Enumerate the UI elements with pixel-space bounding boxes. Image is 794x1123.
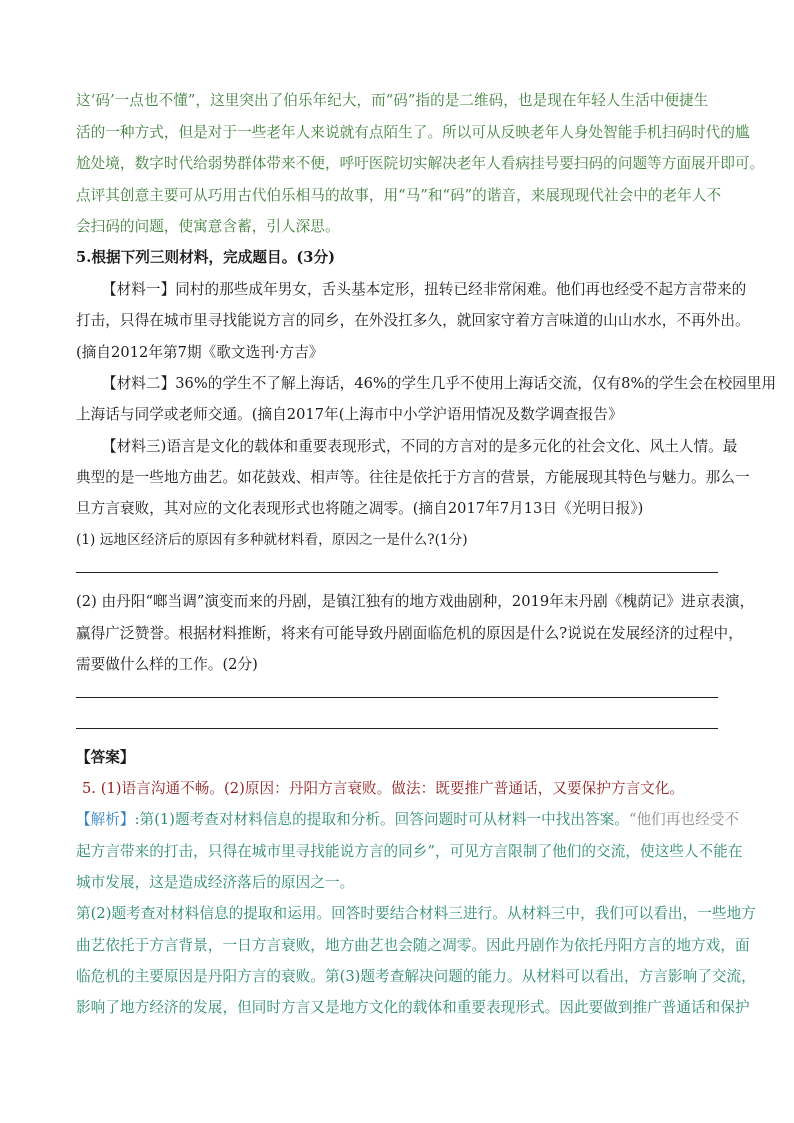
- analysis-line-3: 城市发展，这是造成经济落后的原因之一。: [76, 874, 355, 891]
- material-1-line-2: 打击，只得在城市里寻找能说方言的同乡，在外没扛多久，就回家守着方言味道的山山水水，不再外出。: [76, 312, 750, 329]
- analysis-line-5: 曲艺依托于方言背景，一日方言衰败，地方曲艺也会随之凋零。因此丹剧作为依托丹阳方言的地方戏，面: [76, 937, 750, 954]
- analysis-label: 【解析】: [76, 811, 135, 828]
- answer-line-1[interactable]: [76, 572, 718, 573]
- material-2-line-2: 上海话与同学或老师交通。(摘自2017年(上海市中小学沪语用情况及数学调查报告》: [76, 406, 623, 423]
- sub-question-1: (1) 远地区经济后的原因有多种就材料看，原因之一是什么?(1分): [76, 532, 468, 548]
- analysis-line-2: 起方言带来的打击，只得在城市里寻找能说方言的同乡”，可见方言限制了他们的交流，使这些人不能在: [76, 843, 743, 860]
- question-title: 5.根据下列三则材料，完成题目。(3分): [76, 249, 336, 266]
- material-3-line-3: 旦方言衰败，其对应的文化表现形式也将随之凋零。(摘自2017年7月13日《光明日报》): [76, 500, 644, 517]
- analysis-line-1-text: :第(1)题考查对材料信息的提取和分析。回答问题时可从材料一中找出答案。: [134, 811, 629, 828]
- sub-question-2-line-1: (2) 由丹阳“啷当调”演变而来的丹剧，是镇江独有的地方戏曲剧种，2019年末丹剧《槐荫记》进京表演，: [76, 593, 755, 610]
- answer-line-3[interactable]: [76, 728, 718, 729]
- analysis-line-4: 第(2)题考查对材料信息的提取和运用。回答时要结合材料三进行。从材料三中，我们可以看出，一些地方: [76, 905, 756, 922]
- analysis-line-7: 影响了地方经济的发展，但同时方言又是地方文化的载体和重要表现形式。因此要做到推广普通话和保护: [76, 999, 750, 1016]
- material-1-source: (摘自2012年第7期《歌文选刊·方吉》: [76, 344, 324, 361]
- answer-text: 5. (1)语言沟通不畅。(2)原因：丹阳方言衰败。做法：既要推广普通话，又要保护方言文化。: [82, 780, 685, 797]
- answer-heading: 【答案】: [76, 749, 135, 766]
- analysis-line-1: [76, 810, 740, 830]
- material-3-line-1: 【材料三)语言是文化的载体和重要表现形式，不同的方言对的是多元化的社会文化、风土人情。最: [102, 438, 738, 455]
- analysis-prev-line-2: 活的一种方式，但是对于一些老年人来说就有点陌生了。所以可从反映老年人身处智能手机扫码时代的尴: [76, 124, 750, 141]
- sub-question-2-line-2: 赢得广泛赞誉。根据材料推断，将来有可能导致丹剧面临危机的原因是什么?说说在发展经济的过程中，: [76, 625, 743, 642]
- material-2-line-1: 【材料二】36%的学生不了解上海话，46%的学生几乎不使用上海话交流，仅有8%的学生会在校园里用: [102, 375, 777, 392]
- answer-line-2[interactable]: [76, 697, 718, 698]
- analysis-prev-line-5: 会扫码的问题，使寓意含蓄，引人深思。: [76, 218, 340, 235]
- analysis-quote-start: “他们再也经受不: [628, 811, 740, 828]
- analysis-prev-line-3: 尬处境，数字时代给弱势群体带来不便，呼吁医院切实解决老年人看病挂号要扫码的问题等方面展开即可。: [76, 155, 765, 172]
- material-1-line-1: 【材料一】同村的那些成年男女，舌头基本定形，扭转已经非常闲难。他们再也经受不起方言带来的: [102, 281, 747, 298]
- sub-question-2-line-3: 需要做什么样的工作。(2分): [76, 656, 258, 673]
- analysis-prev-line-4: 点评其创意主要可从巧用古代伯乐相马的故事，用“马”和“码”的谐音，来展现现代社会中的老年人不: [76, 187, 722, 204]
- analysis-line-6: 临危机的主要原因是丹阳方言的衰败。第(3)题考查解决问题的能力。从材料可以看出，方言影响了交流，: [76, 968, 756, 985]
- material-3-line-2: 典型的是一些地方曲艺。如花鼓戏、相声等。往往是依托于方言的营景，方能展现其特色与魅力。那么一: [76, 469, 750, 486]
- analysis-prev-line-1: 这‘码’一点也不懂”，这里突出了伯乐年纪大，而“码”指的是二维码，也是现在年轻人生活中便捷生: [76, 92, 709, 109]
